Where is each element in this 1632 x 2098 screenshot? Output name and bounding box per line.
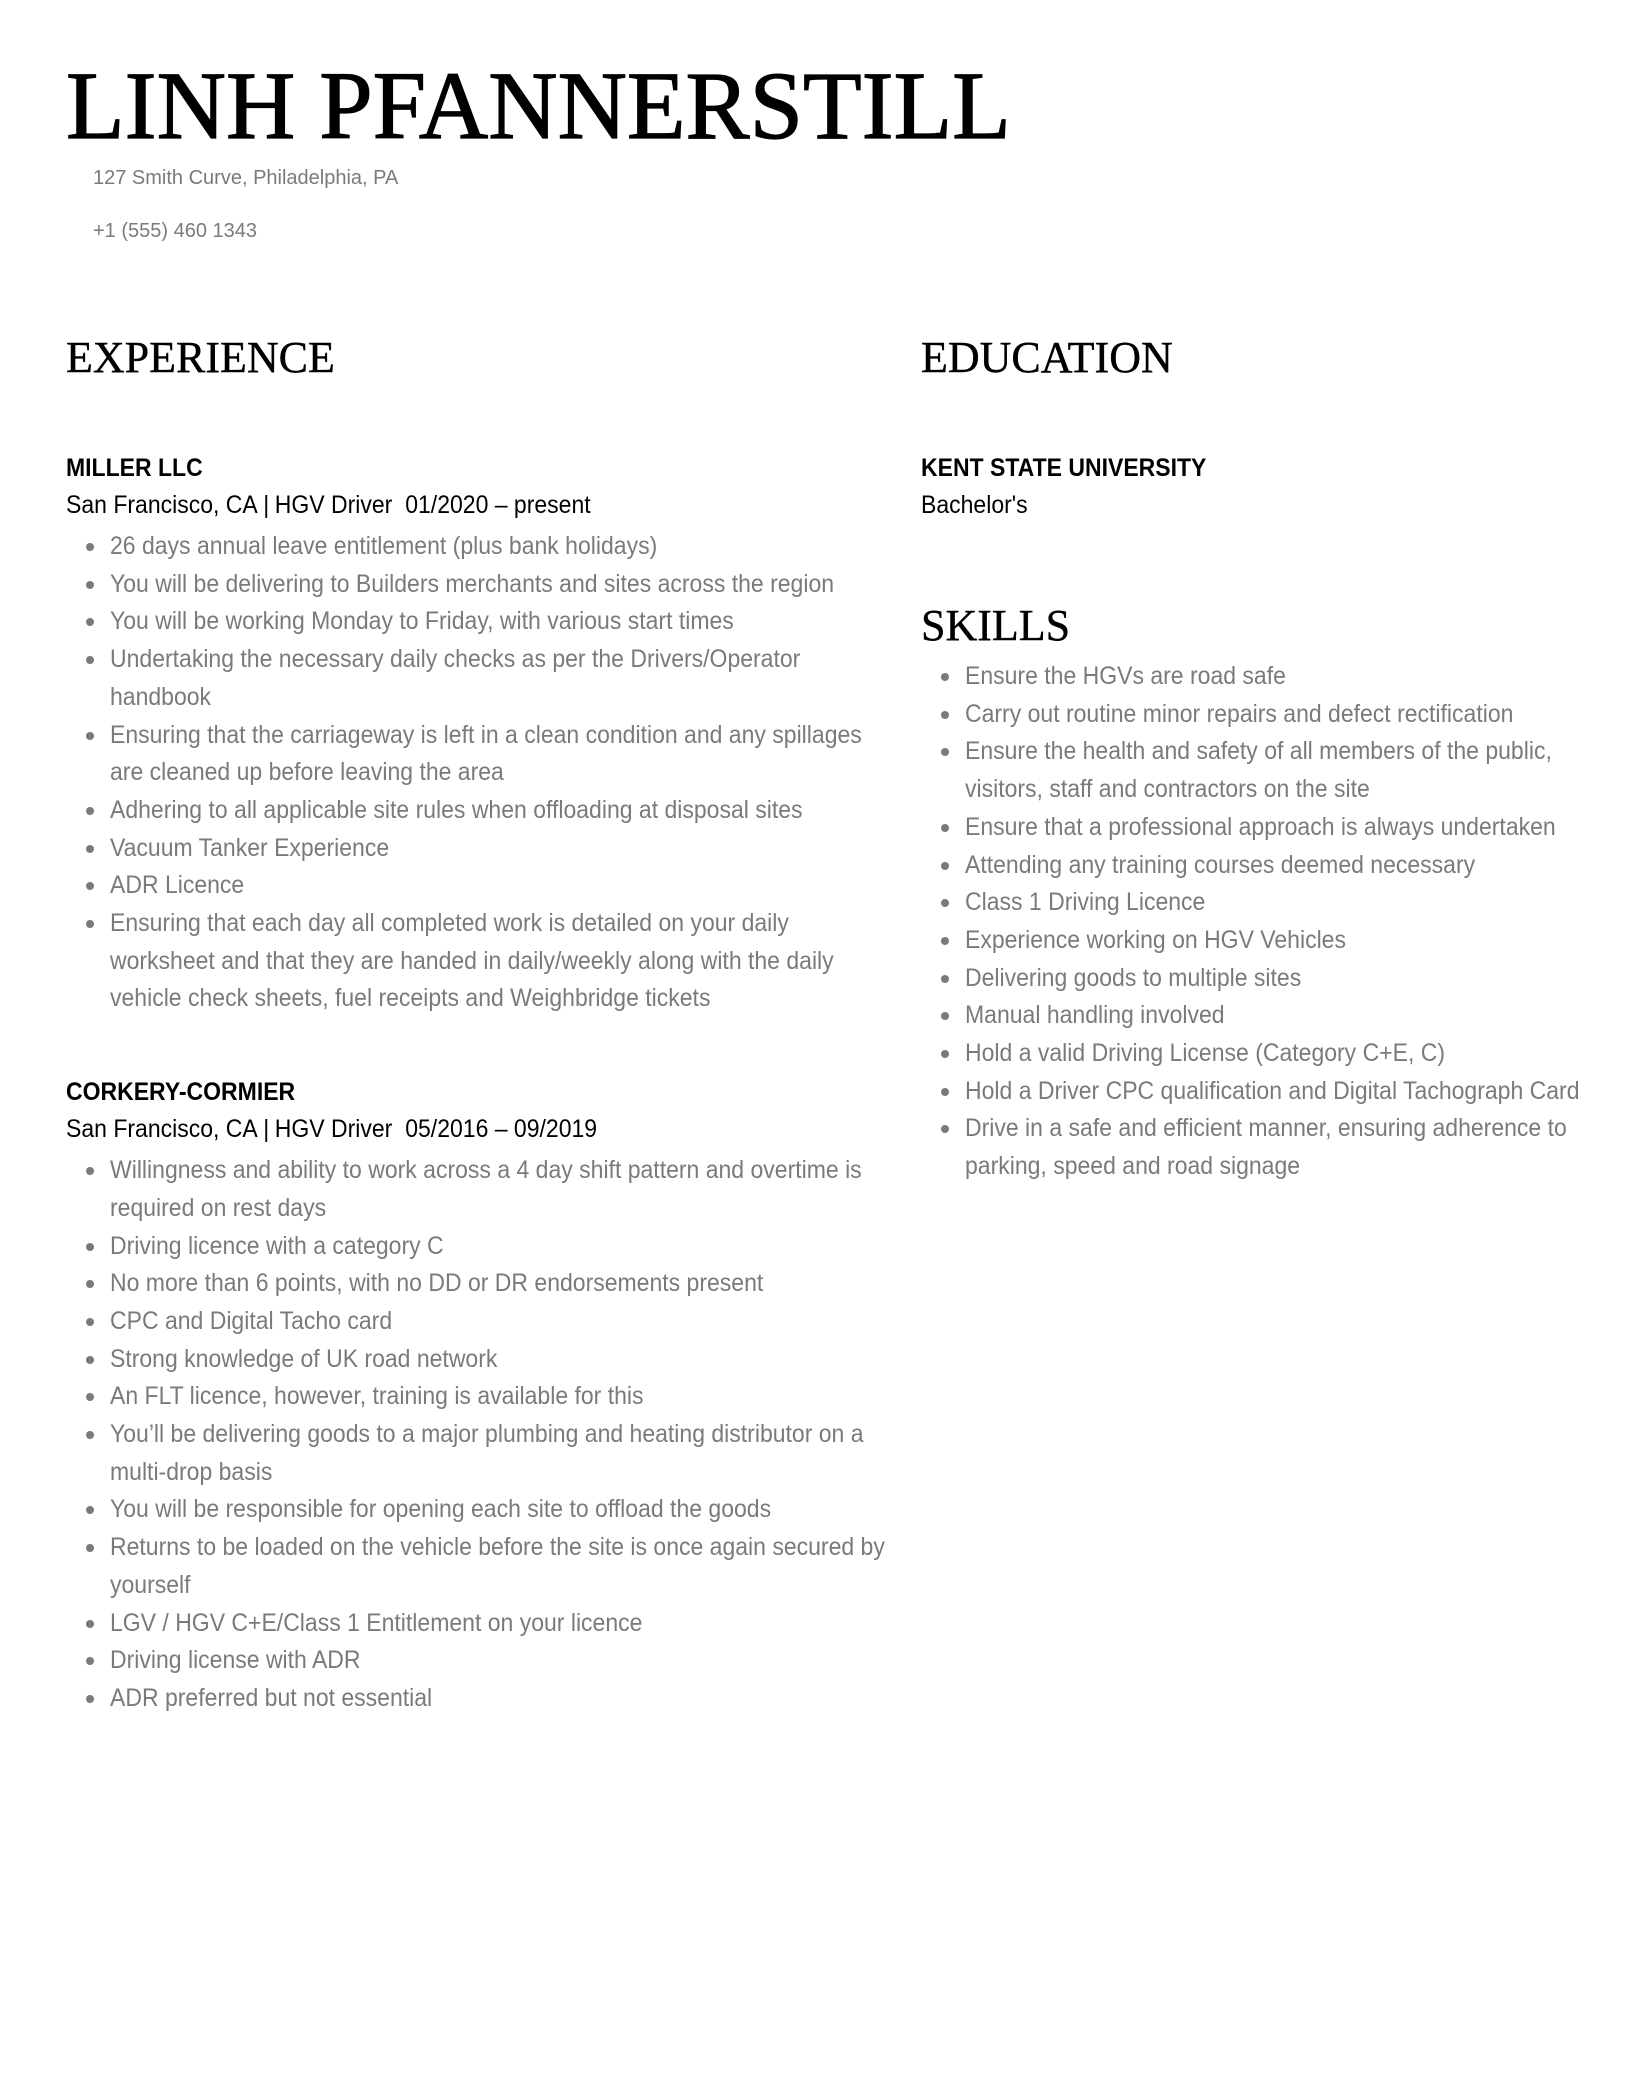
list-item: 26 days annual leave entitlement (plus bank holidays): [110, 528, 896, 566]
job-meta: [66, 486, 830, 528]
job-meta-separator: |: [263, 1115, 270, 1144]
experience-heading: EXPERIENCE: [66, 333, 335, 382]
education-degree: Bachelor's: [921, 491, 1028, 519]
skills-list: [921, 658, 1581, 1186]
job-role: HGV Driver: [274, 1115, 393, 1144]
job-meta: [66, 1110, 830, 1152]
list-item: Carry out routine minor repairs and defect rectification: [965, 696, 1581, 734]
job-location: San Francisco, CA: [66, 1115, 258, 1144]
list-item: CPC and Digital Tacho card: [110, 1303, 896, 1341]
list-item: Returns to be loaded on the vehicle before the site is once again secured by yourself: [110, 1529, 896, 1604]
list-item: Manual handling involved: [965, 997, 1581, 1035]
job-role: HGV Driver: [274, 491, 393, 519]
education-heading: EDUCATION: [921, 333, 1173, 382]
job-location: San Francisco, CA: [66, 491, 258, 519]
list-item: Driving licence with a category C: [110, 1228, 896, 1266]
candidate-name: LINH PFANNERSTILL: [66, 52, 1011, 159]
list-item: Hold a valid Driving License (Category C+E, C): [965, 1035, 1581, 1073]
job-responsibilities: [66, 528, 896, 1018]
job-responsibilities: [66, 1152, 896, 1718]
list-item: Adhering to all applicable site rules when offloading at disposal sites: [110, 792, 896, 830]
list-item: Drive in a safe and efficient manner, ensuring adherence to parking, speed and road signage: [965, 1110, 1581, 1185]
job-meta-separator: |: [263, 491, 270, 519]
list-item: Willingness and ability to work across a 4 day shift pattern and overtime is required on rest days: [110, 1152, 896, 1227]
education-entry: [921, 450, 1581, 524]
list-item: Delivering goods to multiple sites: [965, 960, 1581, 998]
list-item: ADR preferred but not essential: [110, 1680, 896, 1718]
list-item: ADR Licence: [110, 867, 896, 905]
list-item: An FLT licence, however, training is available for this: [110, 1378, 896, 1416]
list-item: Undertaking the necessary daily checks as per the Drivers/Operator handbook: [110, 641, 896, 716]
list-item: Hold a Driver CPC qualification and Digital Tachograph Card: [965, 1073, 1581, 1111]
list-item: Vacuum Tanker Experience: [110, 830, 896, 868]
job-dates: 05/2016 – 09/2019: [405, 1115, 598, 1144]
list-item: LGV / HGV C+E/Class 1 Entitlement on your licence: [110, 1605, 896, 1643]
job-company: MILLER LLC: [66, 454, 203, 482]
job-entry: [66, 1074, 896, 1718]
list-item: Strong knowledge of UK road network: [110, 1341, 896, 1379]
list-item: Attending any training courses deemed necessary: [965, 847, 1581, 885]
skills-heading: SKILLS: [921, 601, 1071, 650]
job-entry: [66, 450, 896, 1018]
contact-address: 127 Smith Curve, Philadelphia, PA: [93, 167, 399, 189]
list-item: Ensure the HGVs are road safe: [965, 658, 1581, 696]
list-item: Experience working on HGV Vehicles: [965, 922, 1581, 960]
list-item: You will be delivering to Builders merchants and sites across the region: [110, 566, 896, 604]
list-item: No more than 6 points, with no DD or DR endorsements present: [110, 1265, 896, 1303]
list-item: Class 1 Driving Licence: [965, 884, 1581, 922]
list-item: Ensure the health and safety of all members of the public, visitors, staff and contractors on the site: [965, 733, 1581, 808]
job-company: CORKERY-CORMIER: [66, 1078, 296, 1107]
experience-column: [66, 326, 896, 1718]
list-item: Ensuring that each day all completed work is detailed on your daily worksheet and that they are handed in daily/weekly along with the daily vehicle check sheets, fuel receipts and Weighbridge tickets: [110, 905, 896, 1018]
list-item: Ensure that a professional approach is always undertaken: [965, 809, 1581, 847]
list-item: You’ll be delivering goods to a major plumbing and heating distributor on a multi-drop basis: [110, 1416, 896, 1491]
job-dates: 01/2020 – present: [405, 491, 591, 519]
sidebar-column: [921, 326, 1581, 1186]
education-school: KENT STATE UNIVERSITY: [921, 454, 1207, 482]
list-item: Ensuring that the carriageway is left in a clean condition and any spillages are cleaned up before leaving the area: [110, 717, 896, 792]
contact-phone: +1 (555) 460 1343: [93, 220, 258, 242]
list-item: You will be responsible for opening each site to offload the goods: [110, 1491, 896, 1529]
list-item: Driving license with ADR: [110, 1642, 896, 1680]
list-item: You will be working Monday to Friday, with various start times: [110, 603, 896, 641]
